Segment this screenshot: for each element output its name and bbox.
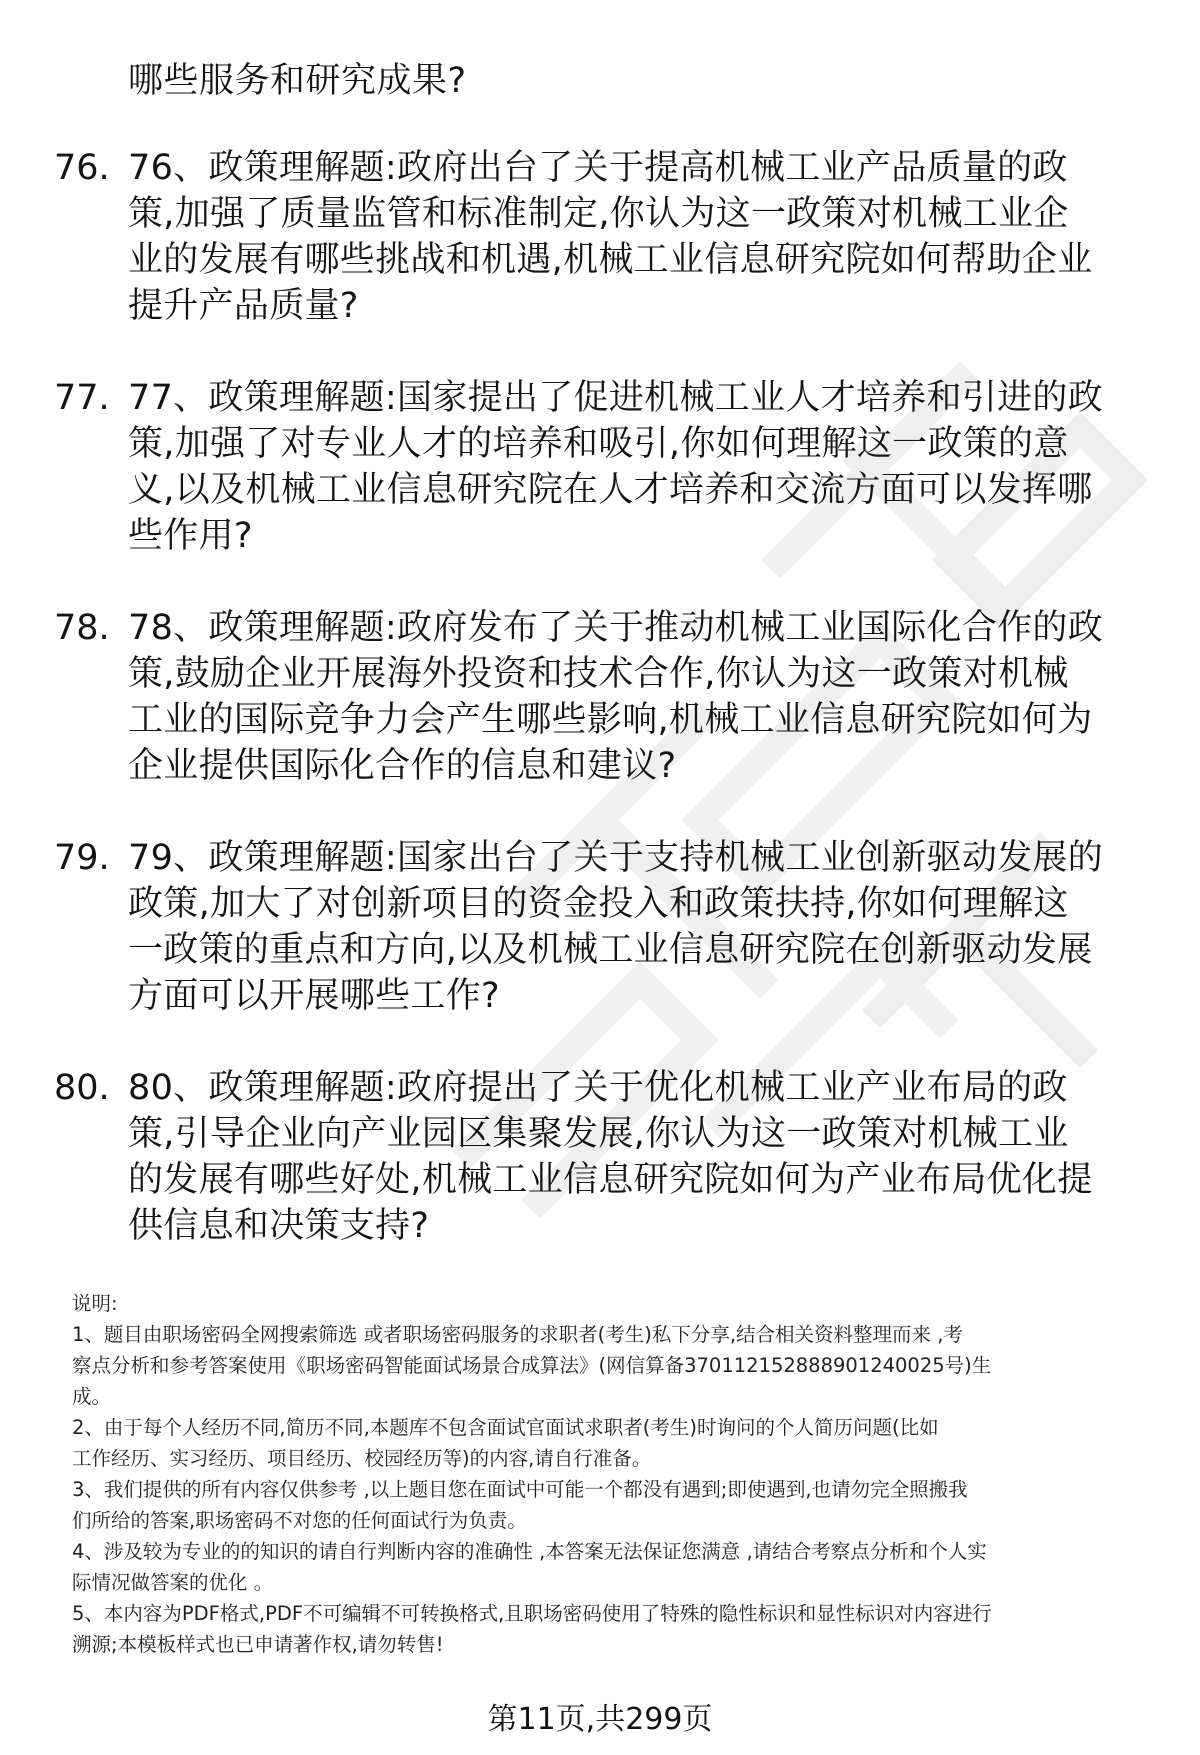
question-number: 76. (54, 148, 110, 188)
notes-section (72, 1288, 1162, 1660)
question-line: 提升产品质量? (128, 286, 359, 326)
question-line: 策,加强了对专业人才的培养和吸引,你如何理解这一政策的意 (128, 424, 1069, 464)
note-line: 溯源;本模板样式也已申请著作权,请勿转售! (72, 1633, 444, 1656)
question-line: 策,引导企业向产业园区集聚发展,你认为这一政策对机械工业 (128, 1114, 1069, 1154)
question-line: 策,鼓励企业开展海外投资和技术合作,你认为这一政策对机械 (128, 654, 1069, 694)
question-number: 77. (54, 378, 110, 418)
question-line: 方面可以开展哪些工作? (128, 976, 500, 1016)
question-line: 78、政策理解题:政府发布了关于推动机械工业国际化合作的政 (128, 608, 1104, 648)
question-line: 79、政策理解题:国家出台了关于支持机械工业创新驱动发展的 (128, 838, 1104, 878)
question-line: 80、政策理解题:政府提出了关于优化机械工业产业布局的政 (128, 1068, 1068, 1108)
previous-question-continuation: 哪些服务和研究成果? (128, 61, 467, 101)
question-line: 些作用? (128, 516, 253, 556)
note-line: 们所给的答案,职场密码不对您的任何面试行为负责。 (72, 1509, 527, 1532)
question-line: 一政策的重点和方向,以及机械工业信息研究院在创新驱动发展 (128, 930, 1093, 970)
question-line: 的发展有哪些好处,机械工业信息研究院如何为产业布局优化提 (128, 1160, 1093, 1200)
question-text (128, 1065, 1148, 1249)
question-line: 工业的国际竞争力会产生哪些影响,机械工业信息研究院如何为 (128, 700, 1093, 740)
question-item (0, 835, 1200, 1065)
question-text (128, 835, 1148, 1019)
question-item (0, 605, 1200, 835)
question-text (128, 375, 1148, 559)
question-line: 义,以及机械工业信息研究院在人才培养和交流方面可以发挥哪 (128, 470, 1093, 510)
question-item (0, 375, 1200, 605)
note-line: 5、本内容为PDF格式,PDF不可编辑不可转换格式,且职场密码使用了特殊的隐性标识和显性标识对内容进行 (72, 1602, 992, 1625)
question-item (0, 1065, 1200, 1295)
question-line: 77、政策理解题:国家提出了促进机械工业人才培养和引进的政 (128, 378, 1104, 418)
question-line: 策,加强了质量监管和标准制定,你认为这一政策对机械工业企 (128, 194, 1069, 234)
question-number: 78. (54, 608, 110, 648)
question-line: 业的发展有哪些挑战和机遇,机械工业信息研究院如何帮助企业 (128, 240, 1093, 280)
note-line: 成。 (72, 1385, 112, 1408)
question-list (0, 145, 1200, 1295)
question-line: 供信息和决策支持? (128, 1206, 430, 1246)
note-line: 察点分析和参考答案使用《职场密码智能面试场景合成算法》(网信算备370112152888901240025号)生 (72, 1354, 992, 1377)
note-line: 4、涉及较为专业的的知识的请自行判断内容的准确性 ,本答案无法保证您满意 ,请结合考察点分析和个人实 (72, 1540, 987, 1563)
question-number: 80. (54, 1068, 110, 1108)
question-line: 企业提供国际化合作的信息和建议? (128, 746, 677, 786)
note-line: 际情况做答案的优化 。 (72, 1571, 274, 1594)
note-line: 2、由于每个人经历不同,简历不同,本题库不包含面试官面试求职者(考生)时询问的个人简历问题(比如 (72, 1416, 939, 1439)
question-text (128, 605, 1148, 789)
page-number-footer: 第11页,共299页 (487, 1702, 713, 1737)
note-line: 工作经历、实习经历、项目经历、校园经历等)的内容,请自行准备。 (72, 1447, 652, 1470)
question-line: 76、政策理解题:政府出台了关于提高机械工业产品质量的政 (128, 148, 1068, 188)
note-line: 3、我们提供的所有内容仅供参考 ,以上题目您在面试中可能一个都没有遇到;即使遇到,也请勿完全照搬我 (72, 1478, 968, 1501)
question-item (0, 145, 1200, 375)
note-line: 1、题目由职场密码全网搜索筛选 或者职场密码服务的求职者(考生)私下分享,结合相关资料整理而来 ,考 (72, 1323, 963, 1346)
question-line: 政策,加大了对创新项目的资金投入和政策扶持,你如何理解这 (128, 884, 1069, 924)
notes-heading: 说明: (72, 1292, 118, 1315)
question-text (128, 145, 1148, 329)
question-number: 79. (54, 838, 110, 878)
